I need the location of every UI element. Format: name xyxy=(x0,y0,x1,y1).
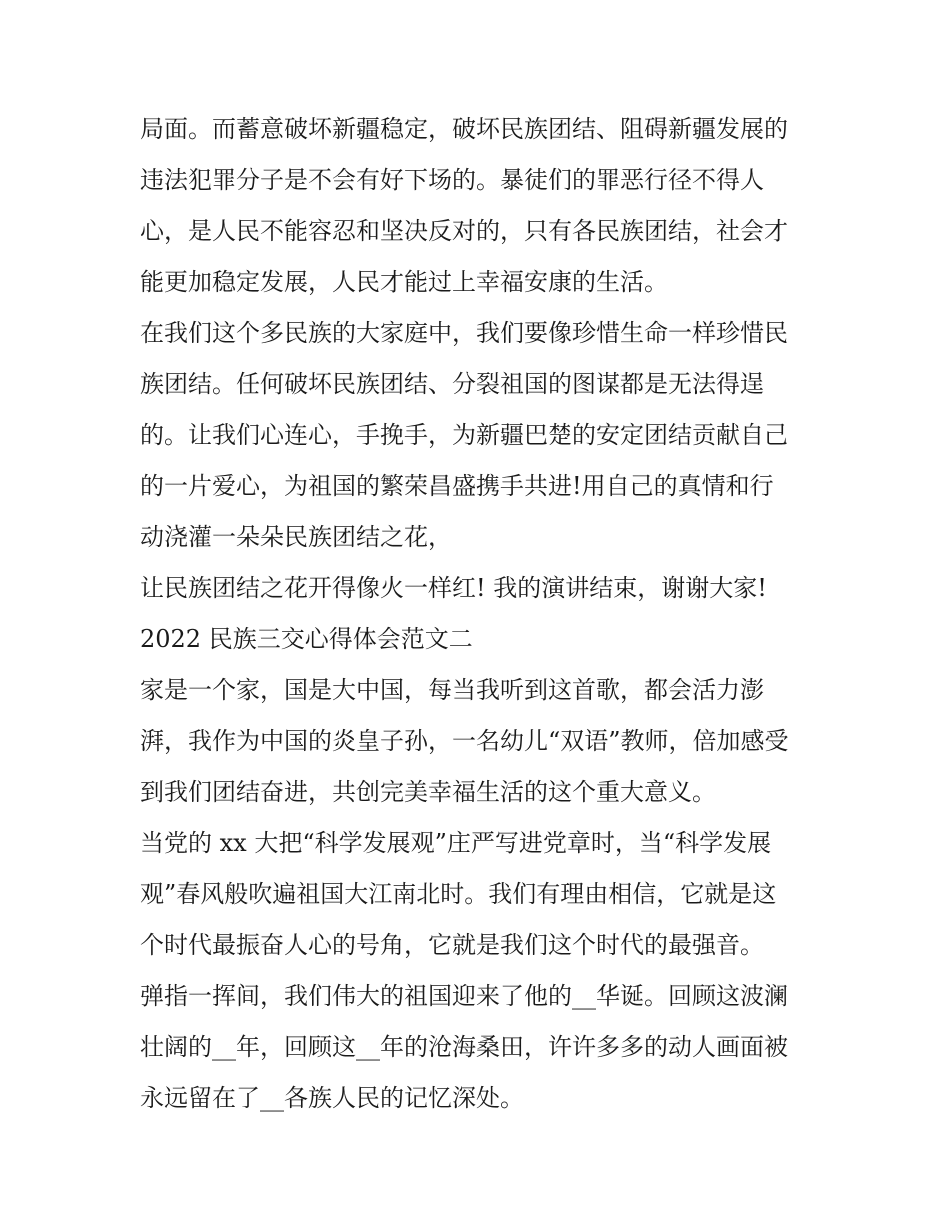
text-line: 在我们这个多民族的大家庭中，我们要像珍惜生命一样珍惜民 xyxy=(140,319,788,347)
text-line: 让民族团结之花开得像火一样红! 我的演讲结束，谢谢大家! xyxy=(140,574,767,602)
document-body xyxy=(140,104,840,1124)
text-line: 永远留在了__各族人民的记忆深处。 xyxy=(140,1084,524,1112)
section-heading: 2022 民族三交心得体会范文二 xyxy=(140,625,473,653)
text-line: 动浇灌一朵朵民族团结之花， xyxy=(140,523,452,551)
text-line: 观”春风般吹遍祖国大江南北时。我们有理由相信，它就是这 xyxy=(140,880,777,908)
text-line: 当党的 xx 大把“科学发展观”庄严写进党章时，当“科学发展 xyxy=(140,829,772,857)
text-line: 的一片爱心，为祖国的繁荣昌盛携手共进!用自己的真情和行 xyxy=(140,472,774,500)
text-line: 局面。而蓄意破坏新疆稳定，破坏民族团结、阻碍新疆发展的 xyxy=(140,115,788,143)
text-line: 湃，我作为中国的炎皇子孙，一名幼儿“双语”教师，倍加感受 xyxy=(140,727,789,755)
text-line: 到我们团结奋进，共创完美幸福生活的这个重大意义。 xyxy=(140,778,716,806)
text-line: 族团结。任何破坏民族团结、分裂祖国的图谋都是无法得逞 xyxy=(140,370,764,398)
text-line: 弹指一挥间，我们伟大的祖国迎来了他的__华诞。回顾这波澜 xyxy=(140,982,788,1010)
text-line: 违法犯罪分子是不会有好下场的。暴徒们的罪恶行径不得人 xyxy=(140,166,764,194)
text-line: 个时代最振奋人心的号角，它就是我们这个时代的最强音。 xyxy=(140,931,764,959)
text-line: 的。让我们心连心，手挽手，为新疆巴楚的安定团结贡献自己 xyxy=(140,421,788,449)
text-line: 家是一个家，国是大中国，每当我听到这首歌，都会活力澎 xyxy=(140,676,764,704)
text-line: 心，是人民不能容忍和坚决反对的，只有各民族团结，社会才 xyxy=(140,217,788,245)
text-line: 壮阔的__年，回顾这__年的沧海桑田，许许多多的动人画面被 xyxy=(140,1033,788,1061)
text-line: 能更加稳定发展，人民才能过上幸福安康的生活。 xyxy=(140,268,668,296)
